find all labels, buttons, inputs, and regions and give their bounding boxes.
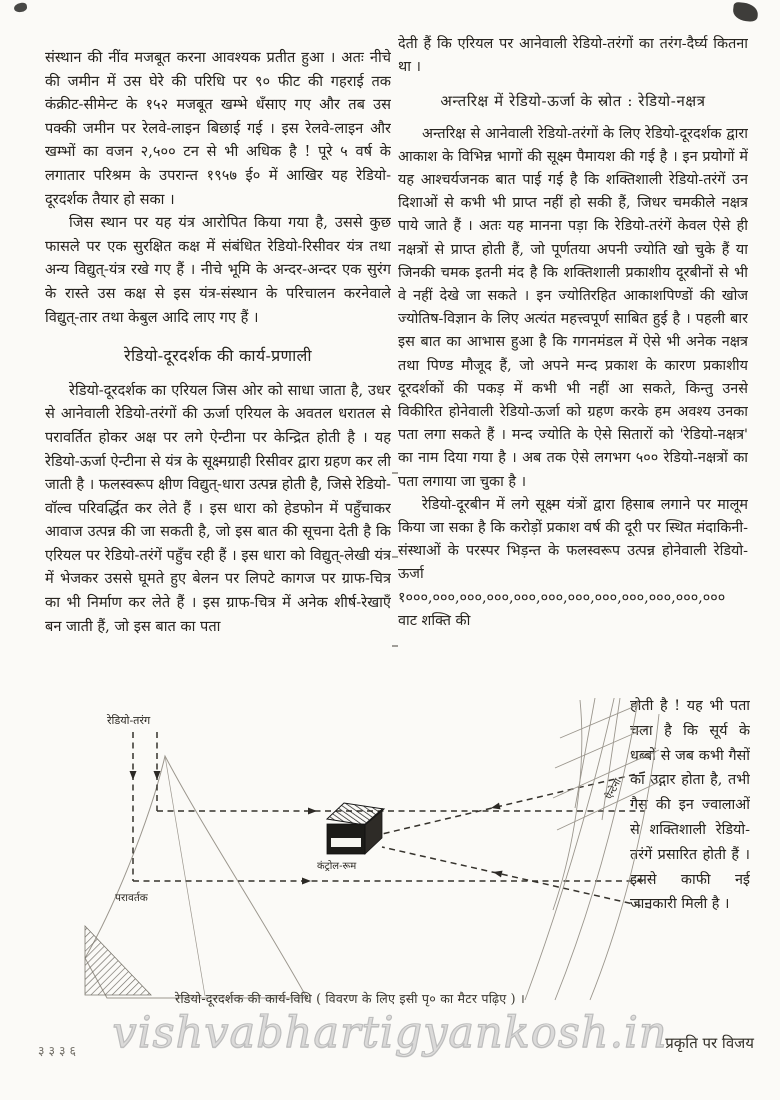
control-room-label: कंट्रोल-रूम (317, 861, 357, 872)
right-column (398, 33, 748, 703)
site-watermark: vishvabhartigyankosh.in (112, 1008, 668, 1058)
left-paragraph-3: रेडियो-दूरदर्शक का एरियल जिस ओर को साधा जाता है, उधर से आनेवाली रेडियो-तरंगों की ऊर्जा एरियल के अवतल धरातल से परावर्तित होकर अक्ष पर लगे ऐन्टीना पर केन्द्रित होती है । यह रेडियो-ऊर्जा ऐन्टीना से यंत्र के सूक्ष्मग्राही रिसीवर द्वारा ग्रहण कर ली जाती है । फलस्वरूप क्षीण विद्युत्-धारा उत्पन्न होती है, जिसे रेडियो-वॉल्व परिवर्द्धित कर लेते हैं । इस धारा को हेडफोन में पहुँचाकर आवाज उत्पन्न की जा सकती है, जो इस बात की सूचना देती है कि एरियल पर रेडियो-तरंगें पहुँच रही हैं । इस धारा को विद्युत्-लेखी यंत्र में भेजकर उससे घूमते हुए बेलन पर लिपटे कागज पर ग्राफ-चित्र का भी निर्माण कर लेते हैं । इस ग्राफ-चित्र में अनेक शीर्ष-रेखाएँ बन जाती हैं, जो इस बात का पता (45, 381, 391, 635)
right-paragraph-continuation: देती हैं कि एरियल पर आनेवाली रेडियो-तरंगों का तरंग-दैर्घ्य कितना था । (398, 36, 748, 76)
antenna-label: ऐन्टेना (603, 776, 624, 802)
scan-artifact-top-right (732, 2, 759, 23)
side-note-column: होती है ! यह भी पता चला है कि सूर्य के धब्बों से जब कभी गैसों का उद्गार होता है, तभी गैस की इन ज्वालाओं से शक्तिशाली रेडियो-तरंगें प्रसारित होती हैं । इससे काफी नई जानकारी मिली है । (630, 698, 750, 913)
antenna-mesh (525, 698, 659, 1000)
left-paragraph-2: जिस स्थान पर यह यंत्र आरोपित किया गया है, उससे कुछ फासले पर एक सुरक्षित कक्ष में संबंधित रेडियो-रिसीवर यंत्र तथा अन्य विद्युत्-यंत्र रखे गए हैं । नीचे भूमि के अन्दर-अन्दर एक सुरंग के रास्ते उस कक्ष से इस यंत्र-संस्थान के परिचालन करनेवाले विद्युत्-तार तथा केबुल आदि लाए गए हैं । (45, 214, 391, 326)
left-column (45, 46, 391, 712)
page-number: ३३३६ (38, 1043, 81, 1058)
scan-artifact-top-left (13, 2, 27, 13)
left-section-heading: रेडियो-दूरदर्शक की कार्य-प्रणाली (124, 346, 312, 366)
left-paragraph-1: संस्थान की नींव मजबूत करना आवश्यक प्रतीत हुआ । अतः नीचे की जमीन में उस घेरे की परिधि पर ९० फीट की गहराई तक कंक्रीट-सीमेन्ट के १५२ मजबूत खम्भे धँसाए गए और तब उस पक्की जमीन पर रेलवे-लाइन बिछाई गई । इस रेलवे-लाइन और खम्भों का वजन २,५०० टन से भी अधिक है ! पूरे ५ वर्ष के लगातार परिश्रम के उपरान्त १९५७ ई० में आखिर यह रेडियो-दूरदर्शक तैयार हो सका । (45, 49, 391, 208)
reflector-hatched-base (85, 926, 151, 995)
figure-caption: रेडियो-दूरदर्शक की कार्य-विधि ( विवरण के लिए इसी पृ० का मैटर पढ़िए ) । (175, 991, 525, 1006)
control-room-building (327, 803, 384, 854)
reflector-shape (85, 756, 307, 998)
radio-telescope-diagram (55, 698, 660, 1005)
section-running-title: प्रकृति पर विजय (665, 1034, 754, 1052)
right-paragraph-1: अन्तरिक्ष से आनेवाली रेडियो-तरंगों के लिए रेडियो-दूरदर्शक द्वारा आकाश के विभिन्न भागों की सूक्ष्म पैमायश की गई है । इन प्रयोगों में यह आश्चर्यजनक बात पाई गई है कि शक्तिशाली रेडियो-तरंगें उन दिशाओं से कभी भी प्राप्त नहीं हो सकी हैं, जिधर चमकीले नक्षत्र पाये जाते हैं । अतः यह मानना पड़ा कि रेडियो-तरंगें केवल ऐसे ही नक्षत्रों से प्राप्त होती हैं, जो पूर्णतया अपनी ज्योति खो चुके हैं या जिनकी चमक इतनी मंद है कि शक्तिशाली प्रकाशीय दूरबीनों से भी वे नहीं देखे जा सकते । इन ज्योतिरहित आकाशपिण्डों की खोज ज्योतिष-विज्ञान के लिए अत्यंत महत्त्वपूर्ण साबित हुई है । पहली बार इस बात का आभास हुआ है कि गगनमंडल में ऐसे भी अनेक नक्षत्र तथा पिण्ड मौजूद हैं, जो अपने मन्द प्रकाश के कारण प्रकाशीय दूरदर्शकों की पकड़ में कभी भी नहीं आ सकते, किन्तु उनसे विकीरित होनेवाली रेडियो-ऊर्जा को ग्रहण करके हम अवश्य उनका पता लगा सकते हैं । मन्द ज्योति के ऐसे सितारों को 'रेडियो-नक्षत्र' का नाम दिया गया है । अब तक ऐसे लगभग ५०० रेडियो-नक्षत्रों का पता लगाया जा चुका है । (398, 125, 748, 490)
reflector-label: परावर्तक (115, 892, 148, 904)
right-section-heading: अन्तरिक्ष में रेडियो-ऊर्जा के स्रोत : रेडियो-नक्षत्र (440, 92, 706, 111)
radio-wave-rays (133, 732, 651, 908)
radio-wave-label: रेडियो-तरंग (107, 714, 151, 727)
right-paragraph-2: रेडियो-दूरबीन में लगे सूक्ष्म यंत्रों द्वारा हिसाब लगाने पर मालूम किया जा सका है कि करोड़ों प्रकाश वर्ष की दूरी पर स्थित मंदाकिनी-संस्थाओं के परस्पर भिड़न्त के फलस्वरूप उत्पन्न होनेवाली रेडियो-ऊर्जा १०००,०००,०००,०००,०००,०००,०००,०००,०००,०००,०००,००० वाट शक्ति की (398, 496, 748, 629)
